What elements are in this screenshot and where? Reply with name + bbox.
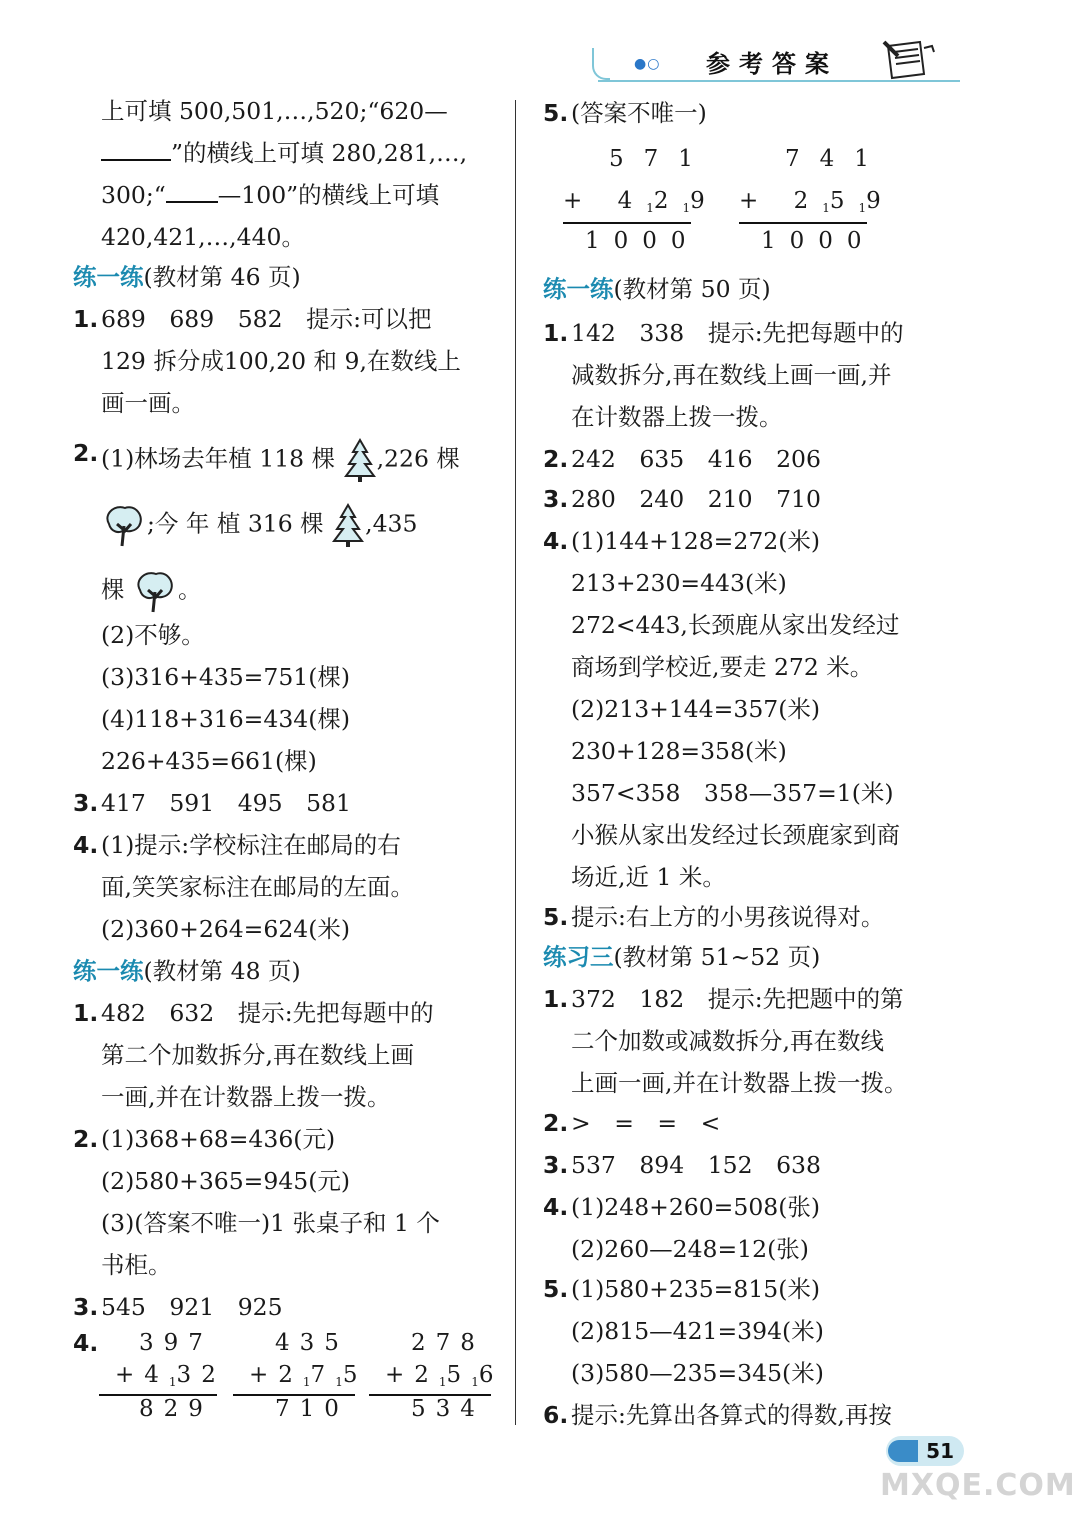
- calc-addend: + $4_12_19$: [563, 188, 719, 215]
- answer-line: 280 240 210 710: [571, 485, 821, 513]
- calc-addend: $+2_15_16$: [385, 1362, 504, 1389]
- answer-line: (2)360+264=624(米): [101, 915, 351, 943]
- item-number: 3.: [543, 485, 569, 513]
- answer-line: 商场到学校近,要走 272 米。: [571, 653, 874, 681]
- answer-line: 417 591 495 581: [101, 789, 351, 817]
- answer-line: 230+128=358(米): [571, 737, 787, 765]
- answer-line: ;今 年 植 316 棵 ,435: [101, 502, 417, 548]
- item-number: 1.: [73, 999, 99, 1027]
- answer-line: (3)316+435=751(棵): [101, 663, 351, 691]
- header-dots-decoration: ●○: [634, 56, 661, 72]
- calc-top: 571: [609, 146, 713, 172]
- answer-line: 226+435=661(棵): [101, 747, 317, 775]
- answer-line: (2)213+144=357(米): [571, 695, 821, 723]
- calc-addend: $+2_17_15$: [249, 1362, 368, 1389]
- answer-line: 482 632 提示:先把每题中的: [101, 999, 434, 1027]
- item-number: 3.: [543, 1151, 569, 1179]
- header-title: 参考答案: [706, 50, 838, 78]
- intro-line-1: 上可填 500,501,…,520;“620—: [101, 97, 448, 125]
- intro-line-4: 420,421,…,440。: [101, 223, 305, 251]
- answer-line: (2)不够。: [101, 621, 205, 649]
- answer-line: 小猴从家出发经过长颈鹿家到商: [571, 821, 900, 849]
- item-number: 1.: [73, 305, 99, 333]
- calc-addend: + $2_15_19$: [739, 188, 895, 215]
- fill-blank: [101, 139, 171, 161]
- answer-line: (答案不唯一): [571, 99, 707, 127]
- answer-line: 372 182 提示:先把题中的第: [571, 985, 904, 1013]
- item-number: 4.: [543, 1193, 569, 1221]
- answer-line: 357<358 358—357=1(米): [571, 779, 894, 807]
- item-number: 3.: [73, 1293, 99, 1321]
- answer-line: (4)118+316=434(棵): [101, 705, 351, 733]
- answer-line: 提示:右上方的小男孩说得对。: [571, 903, 885, 931]
- answer-line: 场近,近 1 米。: [571, 863, 726, 891]
- pine-tree-icon: [331, 503, 365, 547]
- answer-line: (1)提示:学校标注在邮局的右: [101, 831, 401, 859]
- pine-tree-icon: [343, 438, 377, 482]
- header-curl-decoration: [592, 48, 610, 80]
- watermark: MXQE.COM: [880, 1468, 1076, 1503]
- item-number: 2.: [73, 1125, 99, 1153]
- item-number: 6.: [543, 1401, 569, 1429]
- answer-line: 画一画。: [101, 389, 195, 417]
- item-number: 2.: [73, 439, 99, 467]
- calc-result: 710: [275, 1396, 349, 1422]
- answer-line: 213+230=443(米): [571, 569, 787, 597]
- calc-result: 534: [411, 1396, 485, 1422]
- answer-line: 在计数器上拨一拨。: [571, 403, 783, 431]
- calc-top: 278: [411, 1330, 485, 1356]
- calc-top: 397: [139, 1330, 213, 1356]
- round-tree-icon: [132, 568, 178, 614]
- section-heading-p51-52: 练习三(教材第 51~52 页): [543, 943, 821, 971]
- calc-result: 829: [139, 1396, 213, 1422]
- answer-line: (1)368+68=436(元): [101, 1125, 336, 1153]
- answer-line: > = = <: [571, 1109, 721, 1137]
- item-number: 5.: [543, 1275, 569, 1303]
- answer-line: 上画一画,并在计数器上拨一拨。: [571, 1069, 908, 1097]
- calc-rule: [739, 222, 867, 224]
- item-number: 1.: [543, 985, 569, 1013]
- fill-blank: [166, 181, 218, 203]
- calc-addend: $+4_132$: [115, 1362, 226, 1389]
- answer-line: 142 338 提示:先把每题中的: [571, 319, 904, 347]
- answer-line: (1)林场去年植 118 棵 ,226 棵: [101, 438, 460, 482]
- calc-rule: [563, 222, 691, 224]
- page-number: 51: [886, 1436, 964, 1466]
- answer-line: (2)260—248=12(张): [571, 1235, 809, 1263]
- answer-line: (2)580+365=945(元): [101, 1167, 351, 1195]
- page-number-swoosh-icon: [888, 1440, 918, 1462]
- section-heading-p46: 练一练(教材第 46 页): [73, 263, 301, 291]
- round-tree-icon: [101, 502, 147, 548]
- answer-line: 减数拆分,再在数线上画一画,并: [571, 361, 892, 389]
- answer-line: 提示:先算出各算式的得数,再按: [571, 1401, 892, 1429]
- answer-line: 第二个加数拆分,再在数线上画: [101, 1041, 414, 1069]
- answer-line: 一画,并在计数器上拨一拨。: [101, 1083, 391, 1111]
- answer-line: (2)815—421=394(米): [571, 1317, 824, 1345]
- answer-line: (3)580—235=345(米): [571, 1359, 824, 1387]
- answer-line: (1)580+235=815(米): [571, 1275, 821, 1303]
- answer-line: 272<443,长颈鹿从家出发经过: [571, 611, 900, 639]
- section-heading-p48: 练一练(教材第 48 页): [73, 957, 301, 985]
- item-number: 2.: [543, 1109, 569, 1137]
- item-number: 4.: [73, 1329, 99, 1357]
- calc-result: 1000: [761, 228, 876, 254]
- intro-line-3: 300;“ —100”的横线上可填: [101, 181, 440, 209]
- answer-line: (3)(答案不唯一)1 张桌子和 1 个: [101, 1209, 440, 1237]
- calc-top: 435: [275, 1330, 349, 1356]
- answer-line: 689 689 582 提示:可以把: [101, 305, 432, 333]
- section-heading-p50: 练一练(教材第 50 页): [543, 275, 771, 303]
- item-number: 1.: [543, 319, 569, 347]
- item-number: 5.: [543, 903, 569, 931]
- item-number: 5.: [543, 99, 569, 127]
- intro-line-2: ”的横线上可填 280,281,…,: [101, 138, 467, 168]
- book-pencil-icon: [880, 38, 940, 82]
- column-divider: [515, 100, 516, 1425]
- item-number: 3.: [73, 789, 99, 817]
- answer-line: (1)248+260=508(张): [571, 1193, 821, 1221]
- answer-line: 242 635 416 206: [571, 445, 821, 473]
- calc-top: 741: [785, 146, 889, 172]
- item-number: 2.: [543, 445, 569, 473]
- answer-line: 棵 。: [101, 568, 201, 614]
- item-number: 4.: [73, 831, 99, 859]
- answer-line: 面,笑笑家标注在邮局的左面。: [101, 873, 414, 901]
- item-number: 4.: [543, 527, 569, 555]
- answer-line: 书柜。: [101, 1251, 172, 1279]
- answer-line: (1)144+128=272(米): [571, 527, 821, 555]
- answer-line: 二个加数或减数拆分,再在数线: [571, 1027, 884, 1055]
- answer-line: 537 894 152 638: [571, 1151, 821, 1179]
- answer-line: 129 拆分成100,20 和 9,在数线上: [101, 347, 461, 375]
- answer-line: 545 921 925: [101, 1293, 283, 1321]
- calc-result: 1000: [585, 228, 700, 254]
